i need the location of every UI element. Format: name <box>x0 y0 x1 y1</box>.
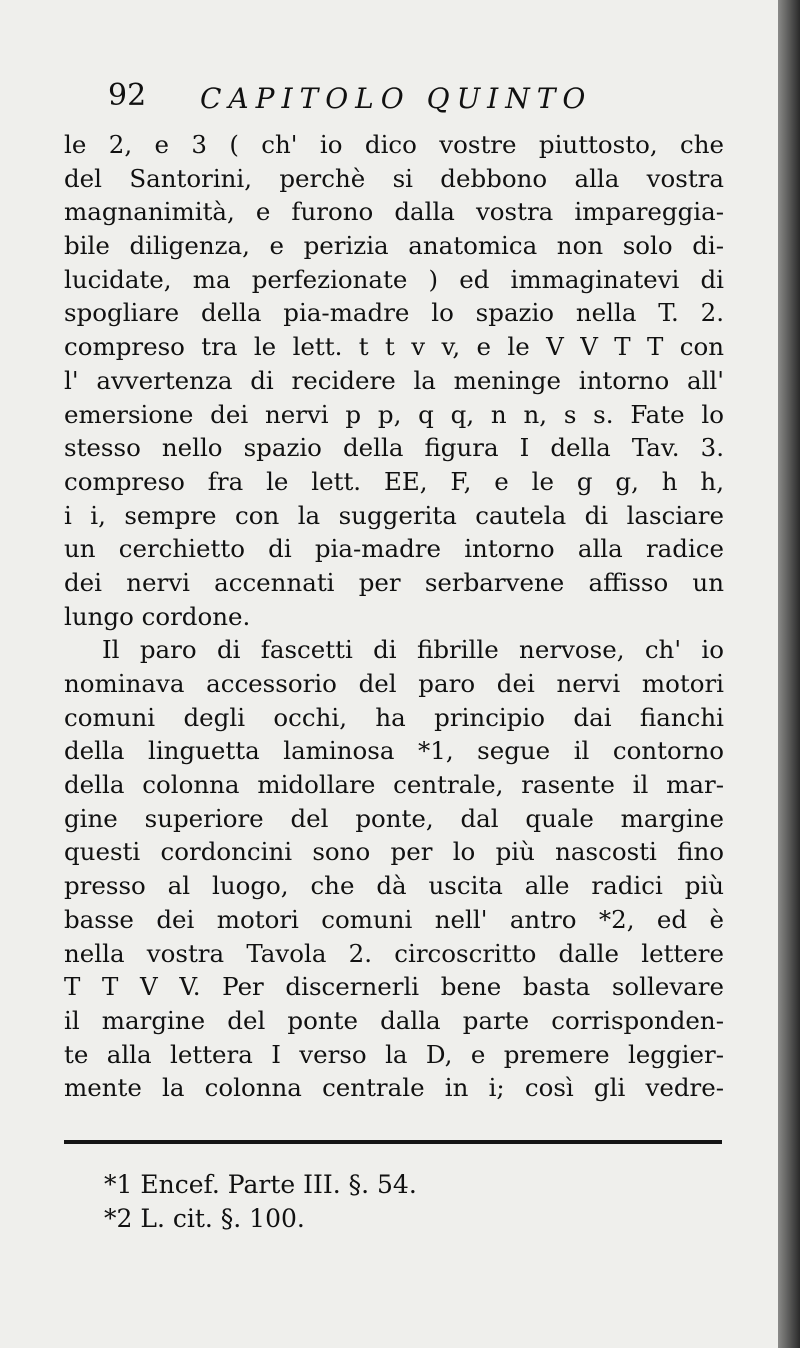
text-line: stesso nello spazio della figura I della Tav. 3. <box>64 433 724 463</box>
text-line: spogliare della pia-madre lo spazio nella T. 2. <box>64 298 724 328</box>
footnote-1 <box>104 1168 417 1202</box>
page-header <box>108 78 638 118</box>
text-line: comuni degli occhi, ha principio dai fianchi <box>64 702 724 732</box>
text-line: nella vostra Tavola 2. circoscritto dalle lettere <box>64 938 724 968</box>
text-line: Il paro di fascetti di fibrille nervose, ch' io <box>102 635 724 665</box>
text-line: della linguetta laminosa *1, segue il contorno <box>64 736 724 766</box>
text-line: lungo cordone. <box>64 601 251 631</box>
body-text <box>64 128 724 1105</box>
text-line: il margine del ponte dalla parte corrisponden- <box>64 1005 724 1035</box>
text-line: compreso fra le lett. EE, F, e le g g, h h, <box>64 466 724 496</box>
page-edge-shadow <box>778 0 800 1348</box>
footnotes <box>104 1168 417 1236</box>
paragraph-2 <box>64 633 724 1105</box>
text-line: le 2, e 3 ( ch' io dico vostre piuttosto, che <box>64 130 724 159</box>
footnote-mark: *1 <box>104 1170 133 1199</box>
text-line: della colonna midollare centrale, rasente il mar- <box>64 770 724 800</box>
text-line: dei nervi accennati per serbarvene affisso un <box>64 567 724 597</box>
paragraph-1 <box>64 128 724 633</box>
page-number: 92 <box>108 78 147 113</box>
text-line: emersione dei nervi p p, q q, n n, s s. Fate lo <box>64 399 724 429</box>
text-line: gine superiore del ponte, dal quale margine <box>64 803 724 833</box>
text-line: un cerchietto di pia-madre intorno alla radice <box>64 534 724 564</box>
text-line: mente la colonna centrale in i; così gli vedre- <box>64 1073 724 1103</box>
text-line: i i, sempre con la suggerita cautela di lasciare <box>64 500 724 530</box>
footnote-2 <box>104 1202 417 1236</box>
text-line: magnanimità, e furono dalla vostra impareggia- <box>64 197 724 227</box>
text-line: basse dei motori comuni nell' antro *2, ed è <box>64 904 724 934</box>
text-line: questi cordoncini sono per lo più nascosti fino <box>64 837 724 867</box>
text-line: te alla lettera I verso la D, e premere leggier- <box>64 1039 724 1069</box>
text-line: compreso tra le lett. t t v v, e le V V T T con <box>64 332 724 362</box>
running-title: CAPITOLO QUINTO <box>200 82 593 115</box>
text-line: bile diligenza, e perizia anatomica non solo di- <box>64 231 724 261</box>
text-line: presso al luogo, che dà uscita alle radici più <box>64 871 724 901</box>
footnote-rule <box>64 1140 722 1144</box>
text-line: nominava accessorio del paro dei nervi motori <box>64 669 724 698</box>
footnote-text: L. cit. §. 100. <box>140 1204 305 1233</box>
footnote-text: Encef. Parte III. §. 54. <box>140 1170 417 1199</box>
text-line: del Santorini, perchè si debbono alla vostra <box>64 163 724 193</box>
text-line: l' avvertenza di recidere la meninge intorno all' <box>64 365 724 395</box>
text-line: T T V V. Per discernerli bene basta sollevare <box>64 972 724 1002</box>
text-line: lucidate, ma perfezionate ) ed immaginatevi di <box>64 264 724 294</box>
footnote-mark: *2 <box>104 1204 133 1233</box>
